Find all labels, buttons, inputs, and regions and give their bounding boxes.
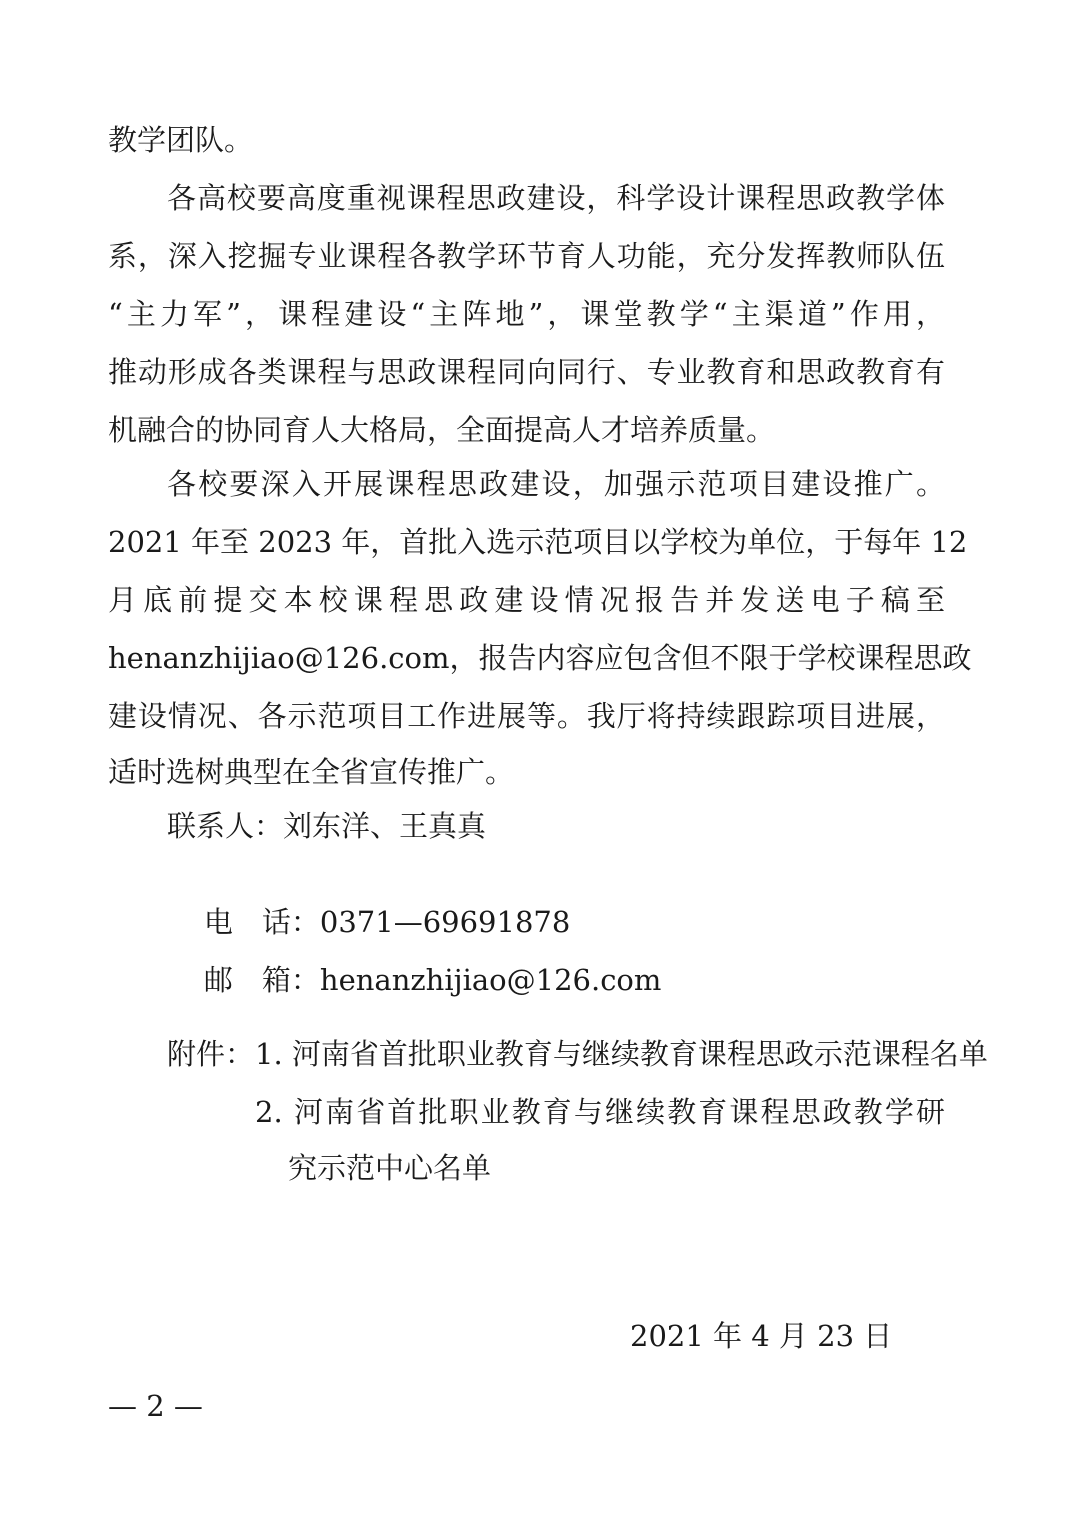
- attachments-label: 附件：: [167, 1037, 255, 1071]
- paragraph-line: 建设情况、各示范项目工作进展等。我厅将持续跟踪项目进展，: [108, 699, 945, 733]
- document-date: 2021 年 4 月 23 日: [630, 1319, 893, 1353]
- paragraph-line: “主力军”，课程建设“主阵地”，课堂教学“主渠道”作用，: [108, 297, 945, 331]
- attachment-item: 2. 河南省首批职业教育与继续教育课程思政教学研: [255, 1095, 945, 1129]
- paragraph-line: 月底前提交本校课程思政建设情况报告并发送电子稿至: [108, 583, 945, 617]
- attachment-item-continued: 究示范中心名单: [288, 1151, 492, 1185]
- paragraph-line: 2021 年至 2023 年，首批入选示范项目以学校为单位，于每年 12: [108, 525, 968, 559]
- page-number: — 2 —: [108, 1389, 203, 1423]
- paragraph-line: 系，深入挖掘专业课程各教学环节育人功能，充分发挥教师队伍: [108, 239, 945, 273]
- paragraph-line: henanzhijiao@126.com，报告内容应包含但不限于学校课程思政: [108, 641, 972, 675]
- attachment-item: 1. 河南省首批职业教育与继续教育课程思政示范课程名单: [255, 1037, 988, 1071]
- paragraph-line: 机融合的协同育人大格局，全面提高人才培养质量。: [108, 413, 776, 447]
- contact-phone-value: 0371—69691878: [319, 905, 571, 939]
- contact-email-row: [167, 920, 661, 1040]
- contact-phone-label: 电 话：: [203, 905, 320, 939]
- contact-email-value: henanzhijiao@126.com: [319, 963, 662, 997]
- paragraph-line: 适时选树典型在全省宣传推广。: [108, 755, 515, 789]
- paragraph-line: 各校要深入开展课程思政建设，加强示范项目建设推广。: [167, 467, 945, 501]
- contact-email-label: 邮 箱：: [203, 963, 320, 997]
- paragraph-line: 推动形成各类课程与思政课程同向同行、专业教育和思政教育有: [108, 355, 945, 389]
- contact-person: 联系人：刘东洋、王真真: [167, 809, 487, 843]
- paragraph-line: 教学团队。: [108, 123, 254, 157]
- paragraph-line: 各高校要高度重视课程思政建设，科学设计课程思政教学体: [167, 181, 945, 215]
